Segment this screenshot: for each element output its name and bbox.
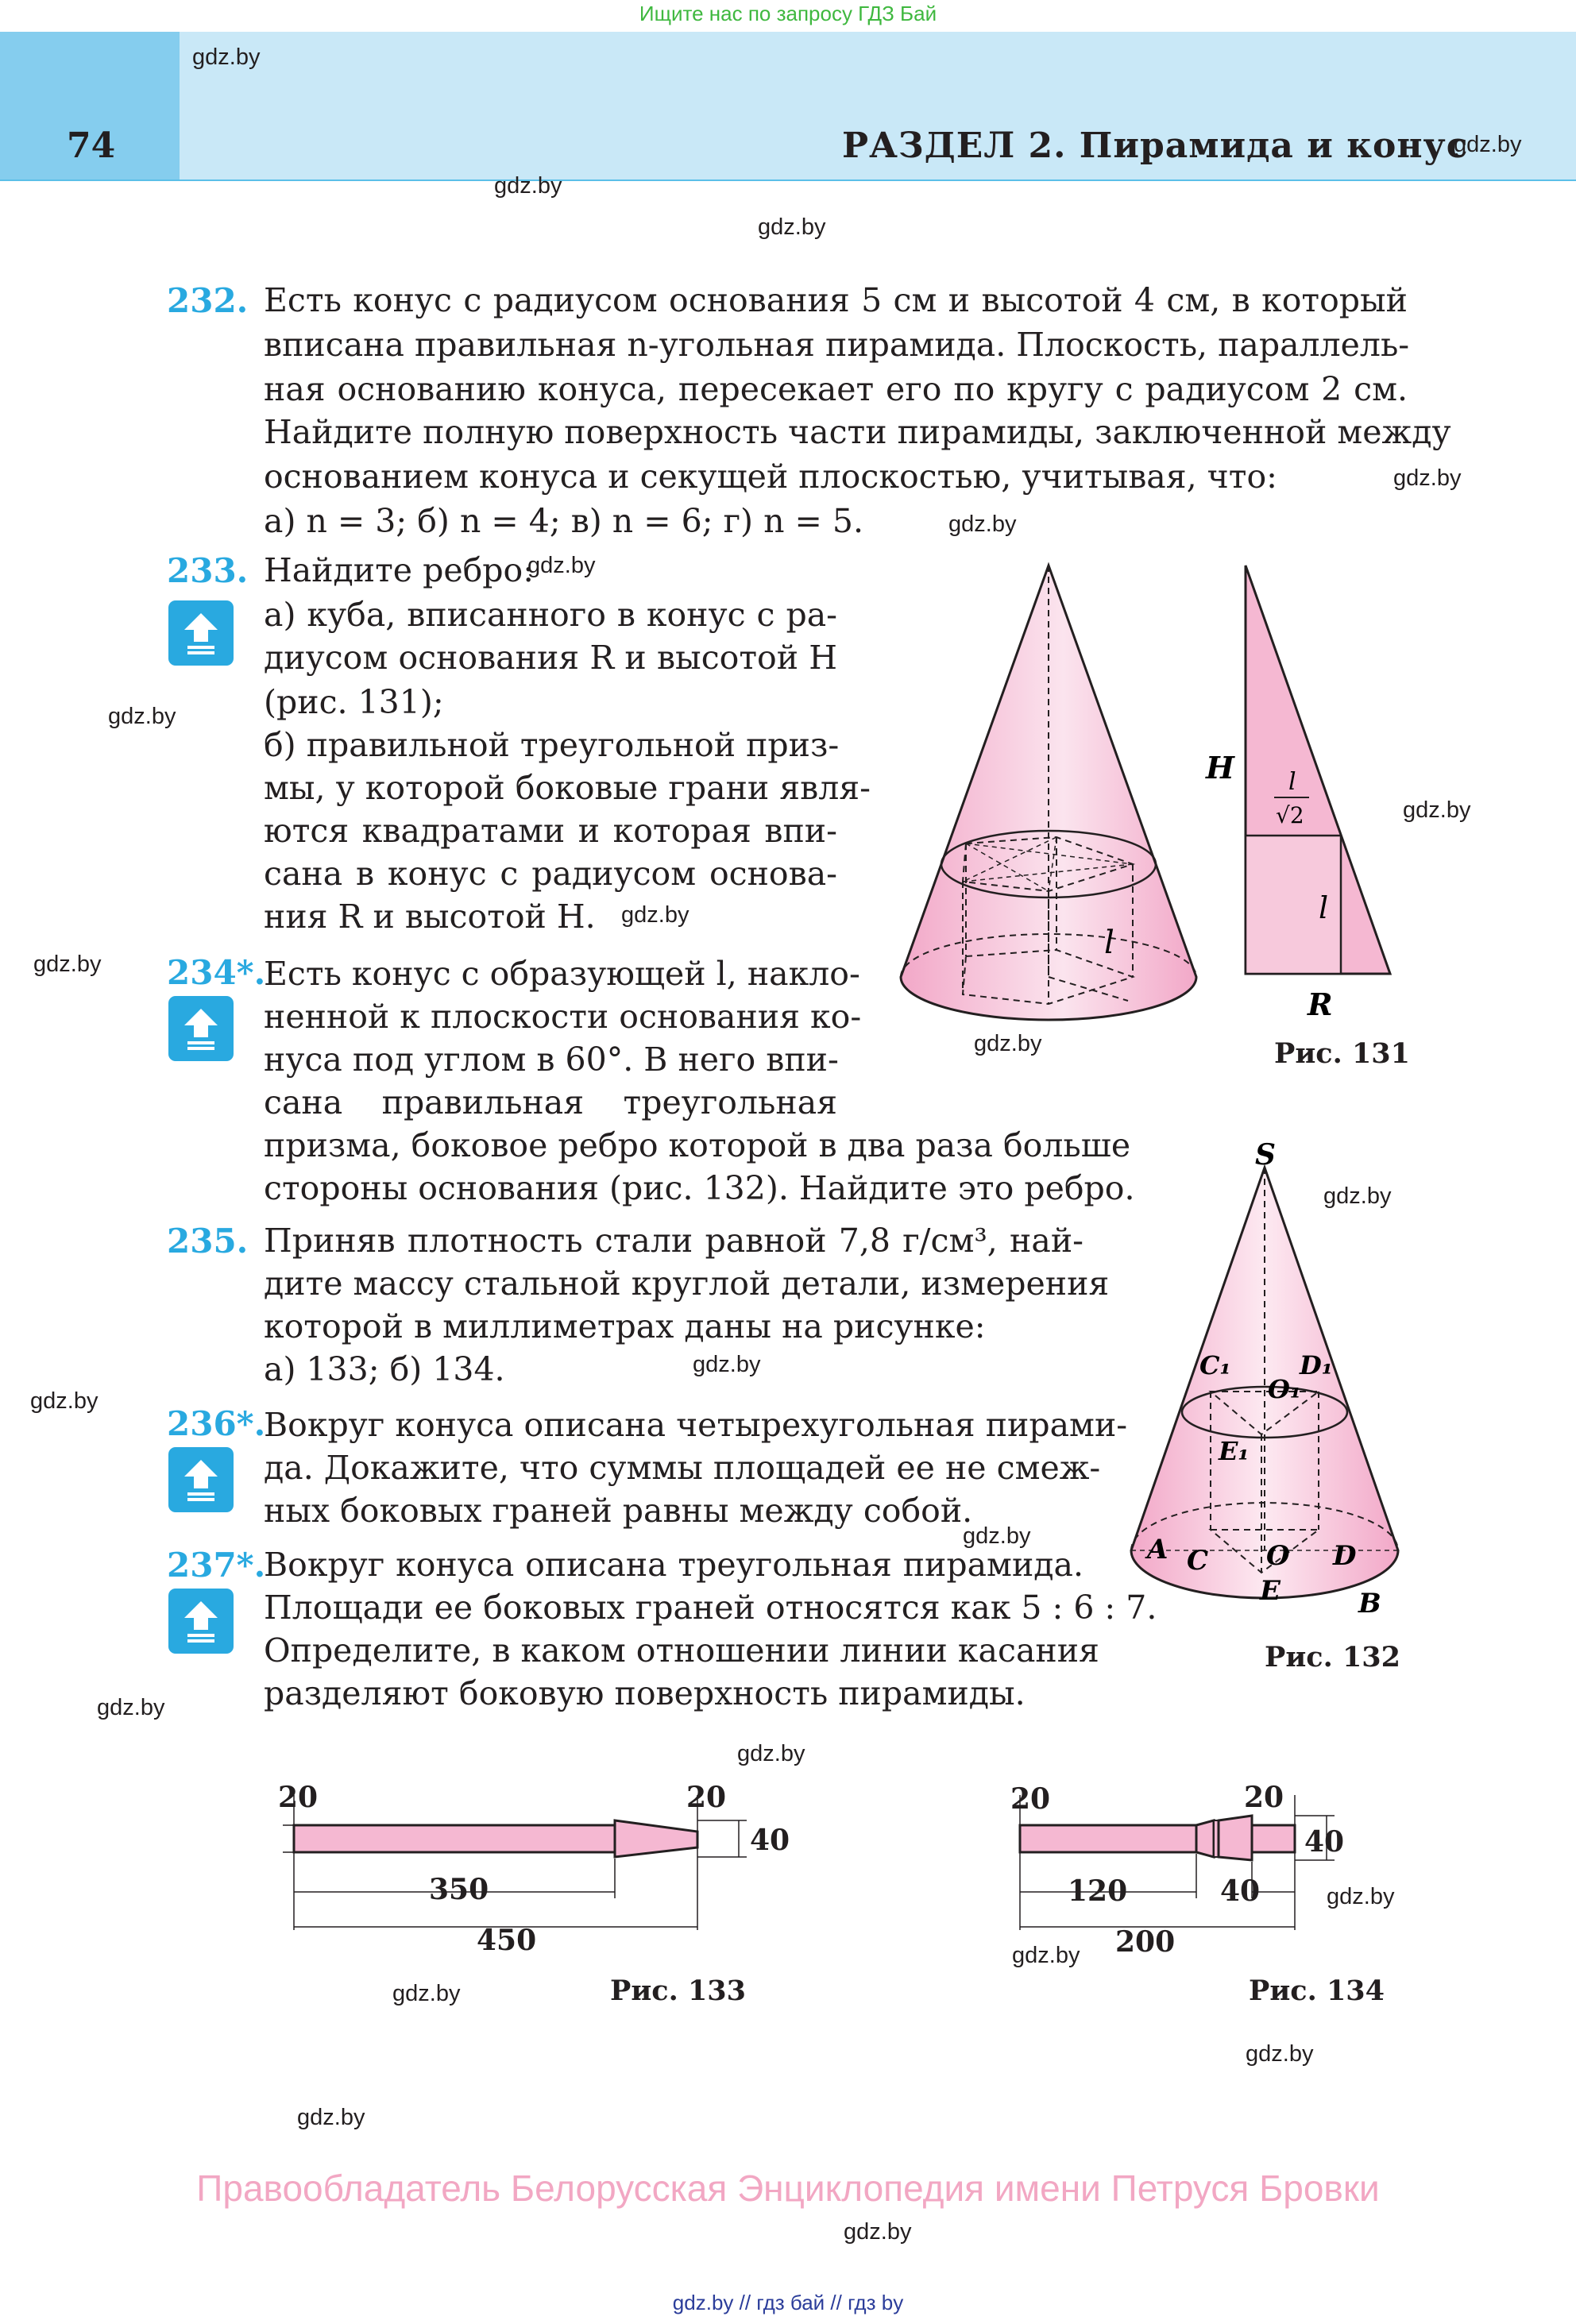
dim-label: 450 <box>477 1924 537 1957</box>
dim-label: 350 <box>429 1873 489 1906</box>
problem-number: 233. <box>167 551 249 590</box>
problem-text-line: Есть конус с радиусом основания 5 см и высотой 4 см, в который <box>264 281 1408 319</box>
watermark: gdz.by <box>1246 2041 1314 2067</box>
watermark: gdz.by <box>1403 797 1471 823</box>
problem-number: 235. <box>167 1222 249 1260</box>
watermark: gdz.by <box>974 1031 1042 1056</box>
problem-number: 237*. <box>167 1546 266 1585</box>
label-B: B <box>1358 1588 1381 1619</box>
figure-caption: Рис. 131 <box>1274 1037 1411 1070</box>
dim-label: 40 <box>1304 1825 1345 1859</box>
problem-text-line: а) 133; б) 134. <box>264 1350 505 1388</box>
label-D1: D₁ <box>1300 1350 1333 1380</box>
label-A: A <box>1147 1534 1168 1565</box>
problem-text-line: мы, у которой боковые грани явля- <box>264 769 871 807</box>
problem-text-line: вписана правильная n-угольная пирамида. Плоскость, параллель- <box>264 326 1410 364</box>
problem-text-line: призма, боковое ребро которой в два раза больше <box>264 1126 1131 1164</box>
figure-131 <box>874 548 1430 1040</box>
upload-icon[interactable] <box>168 600 234 666</box>
problem-text-line: Вокруг конуса описана четырехугольная пирами- <box>264 1406 1128 1444</box>
label-C1: C₁ <box>1199 1350 1231 1380</box>
watermark: gdz.by <box>392 1981 461 2006</box>
watermark: gdz.by <box>621 902 690 928</box>
watermark: gdz.by <box>527 553 596 578</box>
watermark: gdz.by <box>192 44 261 70</box>
problem-text-line: стороны основания (рис. 132). Найдите это ребро. <box>264 1169 1135 1207</box>
problem-number: 236*. <box>167 1404 266 1443</box>
dim-label: 120 <box>1068 1874 1128 1908</box>
problem-text-line: Вокруг конуса описана треугольная пирамида. <box>264 1546 1084 1584</box>
watermark: gdz.by <box>30 1388 98 1414</box>
dim-label: 40 <box>750 1824 790 1857</box>
watermark: gdz.by <box>844 2219 912 2245</box>
problem-text-line: дите массу стальной круглой детали, измерения <box>264 1264 1110 1303</box>
problem-text-line: Есть конус с образующей l, накло- <box>264 955 860 993</box>
dim-label: 200 <box>1115 1925 1176 1959</box>
watermark: gdz.by <box>33 952 102 977</box>
problem-text-line: ных боковых граней равны между собой. <box>264 1492 973 1530</box>
label-O: O <box>1266 1540 1290 1572</box>
upload-icon[interactable] <box>168 1589 234 1654</box>
problem-text-line: ния R и высотой H. <box>264 898 596 936</box>
triangle-drawing <box>1246 566 1390 974</box>
problem-number: 234*. <box>167 953 266 992</box>
watermark: gdz.by <box>693 1352 761 1377</box>
watermark: gdz.by <box>1323 1183 1392 1209</box>
problem-text-line: сана в конус с радиусом основа- <box>264 855 837 893</box>
watermark: gdz.by <box>297 2105 365 2130</box>
problem-text-line: Определите, в каком отношении линии касания <box>264 1631 1099 1670</box>
label-O1: O₁ <box>1268 1374 1301 1404</box>
problem-text-line: основанием конуса и секущей плоскостью, учитывая, что: <box>264 457 1277 496</box>
problem-number: 232. <box>167 281 249 320</box>
problem-text-line: да. Докажите, что суммы площадей ее не смеж- <box>264 1449 1101 1487</box>
watermark: gdz.by <box>1454 132 1522 157</box>
copyright-footer: Правообладатель Белорусская Энциклопедия имени Петруся Бровки <box>196 2168 1380 2209</box>
cone-drawing <box>901 566 1196 1020</box>
label-R: R <box>1308 986 1333 1022</box>
figure-caption: Рис. 132 <box>1265 1641 1401 1674</box>
figure-caption: Рис. 134 <box>1249 1975 1385 2007</box>
problem-text-line: ная основанию конуса, пересекает его по кругу с радиусом 2 см. <box>264 370 1408 408</box>
header-divider <box>0 180 1576 181</box>
watermark: gdz.by <box>1012 1943 1080 1968</box>
problem-text-line: Приняв плотность стали равной 7,8 г/см³, най- <box>264 1222 1084 1260</box>
problem-text-line: б) правильной треугольной приз- <box>264 726 840 764</box>
bottom-links[interactable]: gdz.by // гдз бай // гдз by <box>672 2291 904 2314</box>
label-l-num: l <box>1288 768 1296 796</box>
page-number: 74 <box>67 125 116 166</box>
dim-label: 20 <box>278 1781 319 1814</box>
watermark: gdz.by <box>1393 465 1462 491</box>
problem-text-line: ются квадратами и которая впи- <box>264 812 837 850</box>
label-sqrt2: √2 <box>1276 802 1304 828</box>
watermark: gdz.by <box>758 214 826 240</box>
watermark: gdz.by <box>963 1523 1031 1549</box>
watermark: gdz.by <box>737 1741 805 1766</box>
upload-icon[interactable] <box>168 1447 234 1512</box>
section-title: РАЗДЕЛ 2. Пирамида и конус <box>842 125 1469 166</box>
label-S: S <box>1255 1138 1276 1172</box>
problem-text-line: Найдите ребро: <box>264 551 535 589</box>
problem-text-line: Площади ее боковых граней относятся как 5 : 6 : 7. <box>264 1589 1157 1627</box>
watermark: gdz.by <box>1327 1884 1395 1909</box>
watermark: gdz.by <box>108 704 176 729</box>
label-E: E <box>1260 1575 1280 1607</box>
label-l: l <box>1104 925 1114 961</box>
dim-label: 20 <box>1010 1782 1051 1816</box>
watermark: gdz.by <box>494 173 562 199</box>
label-l-side: l <box>1319 890 1329 925</box>
figure-caption: Рис. 133 <box>610 1975 747 2007</box>
problem-text-line: (рис. 131); <box>264 683 444 721</box>
problem-text-line: диусом основания R и высотой H <box>264 639 837 677</box>
watermark: gdz.by <box>97 1695 165 1720</box>
problem-text-line: Найдите полную поверхность части пирамиды, заключенной между <box>264 413 1451 451</box>
watermark: gdz.by <box>948 512 1017 537</box>
label-D: D <box>1333 1540 1357 1572</box>
problem-text-line: а) n = 3; б) n = 4; в) n = 6; г) n = 5. <box>264 502 864 540</box>
problem-text-line: сана правильная треугольная <box>264 1083 837 1121</box>
label-C: C <box>1187 1545 1209 1577</box>
problem-text-line: ненной к плоскости основания ко- <box>264 998 862 1036</box>
label-E1: E₁ <box>1219 1436 1250 1466</box>
dim-label: 20 <box>1244 1781 1284 1814</box>
upload-icon[interactable] <box>168 996 234 1061</box>
problem-text-line: которой в миллиметрах даны на рисунке: <box>264 1307 986 1345</box>
problem-text-line: разделяют боковую поверхность пирамиды. <box>264 1674 1026 1712</box>
problem-text-line: а) куба, вписанного в конус с ра- <box>264 596 837 634</box>
dim-label: 40 <box>1220 1874 1261 1908</box>
label-H: H <box>1206 750 1234 786</box>
problem-text-line: нуса под углом в 60°. В него впи- <box>264 1040 839 1079</box>
figure-132 <box>1112 1136 1430 1628</box>
top-note: Ищите нас по запросу ГДЗ Бай <box>639 2 937 25</box>
dim-label: 20 <box>686 1781 727 1814</box>
